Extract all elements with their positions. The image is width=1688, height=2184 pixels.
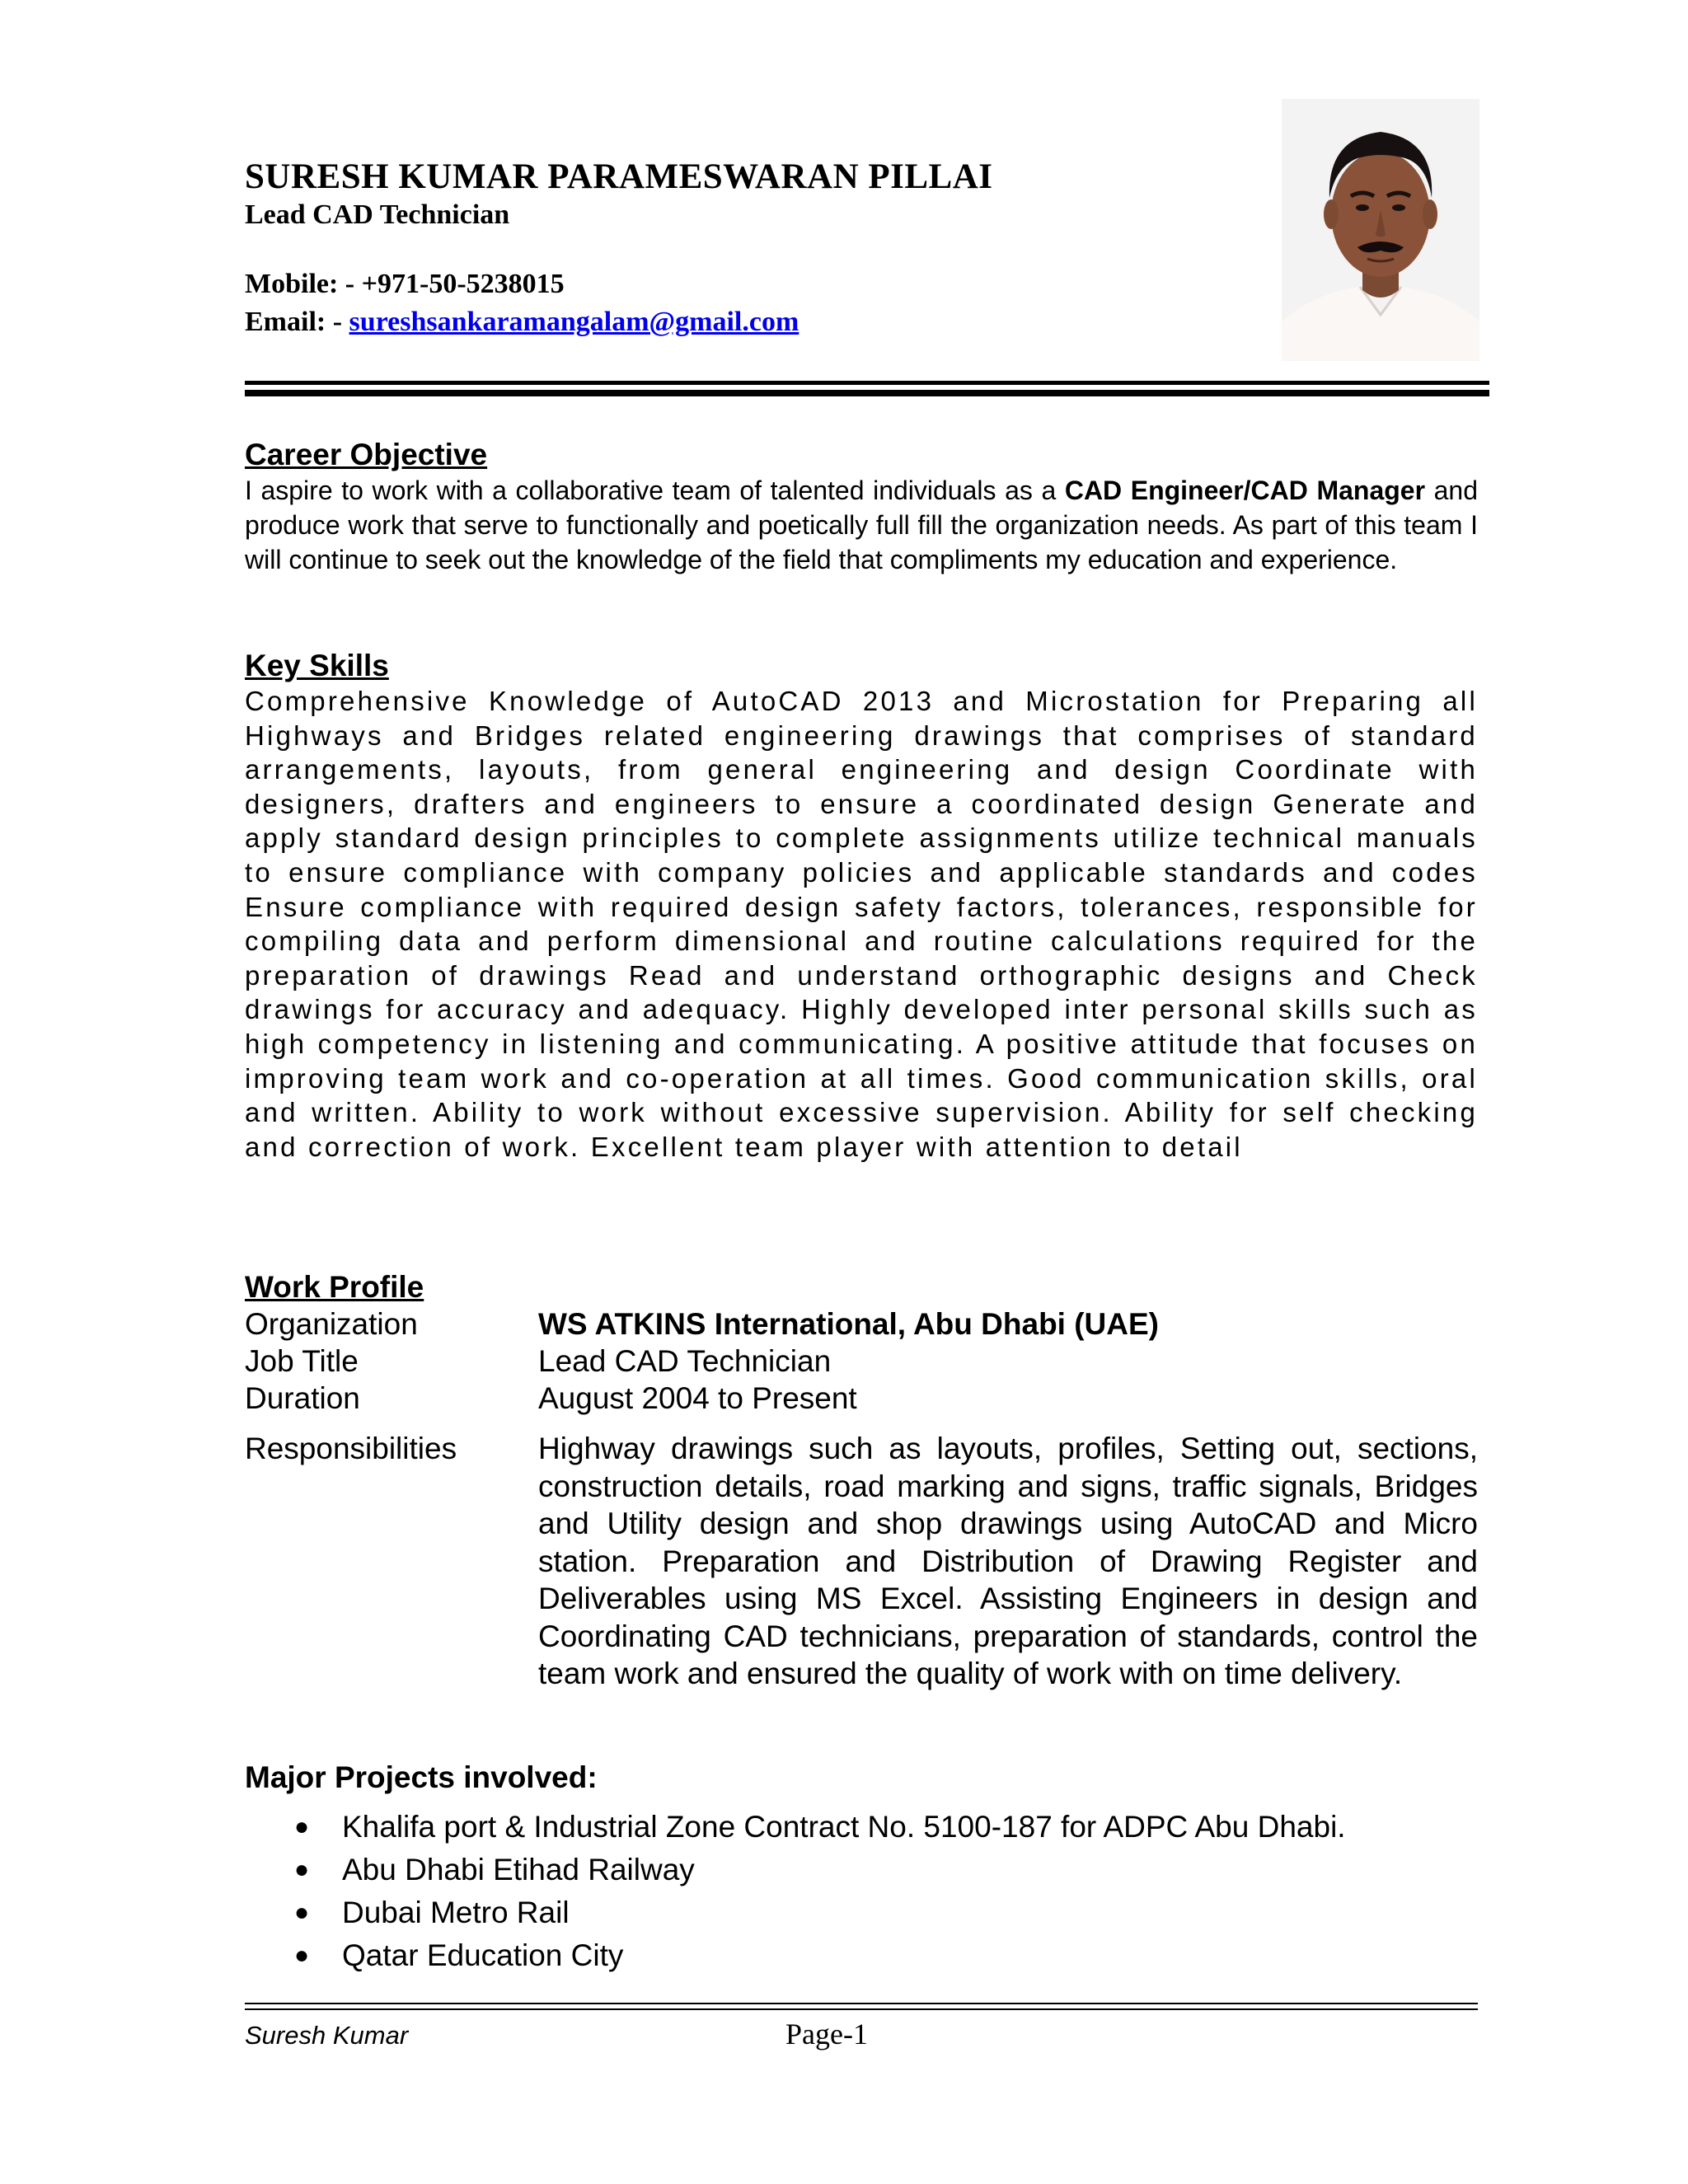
- email-label: Email: -: [245, 307, 349, 337]
- list-item: [245, 1934, 1478, 1977]
- project-name: Dubai Metro Rail: [342, 1896, 570, 1929]
- job-title-row: [245, 1343, 1478, 1380]
- projects-section: [245, 1759, 1478, 1977]
- career-objective-text-1: I aspire to work with a collaborative team of talented individuals as a: [245, 476, 1065, 505]
- mobile-label: Mobile: -: [245, 269, 362, 299]
- duration-value: August 2004 to Present: [538, 1381, 857, 1415]
- responsibilities-value: Highway drawings such as layouts, profiles, Setting out, sections, construction details, road marking and signs, traffic signals, Bridges and Utility design and shop drawings using AutoCAD and Micro station. Preparation and Distribution of Drawing Register and Deliverables using MS Excel. Assisting Engineers in design and Coordinating CAD technicians, preparation of standards, control the team work and ensured the quality of work with on time delivery.: [538, 1432, 1478, 1690]
- organization-row: [245, 1305, 1478, 1343]
- resume-header: [245, 157, 1275, 341]
- contact-block: [245, 265, 1275, 341]
- organization-value: WS ATKINS International, Abu Dhabi (UAE): [538, 1307, 1159, 1341]
- work-profile-section: [245, 1269, 1478, 1693]
- projects-heading: Major Projects involved:: [245, 1760, 598, 1794]
- project-name: Qatar Education City: [342, 1938, 624, 1972]
- candidate-name: SURESH KUMAR PARAMESWARAN PILLAI: [245, 157, 993, 196]
- career-objective-section: [245, 437, 1478, 577]
- footer-rule-bottom: [245, 2008, 1478, 2010]
- key-skills-heading: Key Skills: [245, 649, 389, 682]
- duration-label: Duration: [245, 1381, 360, 1415]
- organization-label: Organization: [245, 1307, 418, 1341]
- project-name: Abu Dhabi Etihad Railway: [342, 1853, 695, 1886]
- key-skills-text: Comprehensive Knowledge of AutoCAD 2013 and Microstation for Preparing all Highways and Bridges related engineering drawings that comprises of standard arrangements, layouts, from general engineering and design Coordinate with designers, drafters and engineers to ensure a coordinated design Generate and apply standard design principles to complete assignments utilize technical manuals to ensure compliance with company policies and applicable standards and codes Ensure compliance with required design safety factors, tolerances, responsible for compiling data and perform dimensional and routine calculations required for the preparation of drawings Read and understand orthographic designs and Check drawings for accuracy and adequacy. Highly developed inter personal skills such as high competency in listening and communicating. A positive attitude that focuses on improving team work and co-operation at all times. Good communication skills, oral and written. Ability to work without excessive supervision. Ability for self checking and correction of work. Excellent team player with attention to detail: [245, 686, 1478, 1162]
- header-rule-top: [245, 381, 1489, 385]
- header-rule-bottom: [245, 390, 1489, 396]
- list-item: [245, 1806, 1478, 1849]
- email-line: [245, 303, 1275, 341]
- job-title-label: Job Title: [245, 1344, 359, 1378]
- list-item: [245, 1849, 1478, 1891]
- email-link[interactable]: sureshsankaramangalam@gmail.com: [349, 307, 799, 337]
- footer-page-number: Page-1: [785, 2018, 868, 2050]
- responsibilities-label: Responsibilities: [245, 1432, 457, 1465]
- list-item: [245, 1891, 1478, 1934]
- bullet-icon: ●: [294, 1813, 310, 1840]
- footer-author: Suresh Kumar: [245, 2021, 409, 2050]
- projects-list: [245, 1806, 1478, 1977]
- bullet-icon: ●: [294, 1942, 310, 1969]
- career-objective-text-2: and produce work that serve to functionally and poetically full fill the organization needs. As part of this team I will continue to seek out the knowledge of the field that compliments my education and experience.: [245, 476, 1479, 574]
- career-objective-heading: Career Objective: [245, 438, 488, 471]
- candidate-title: Lead CAD Technician: [245, 199, 510, 230]
- job-title-value: Lead CAD Technician: [538, 1344, 832, 1378]
- footer-rule-top: [245, 2003, 1478, 2004]
- bullet-icon: ●: [294, 1856, 310, 1883]
- work-profile-heading: Work Profile: [245, 1270, 424, 1304]
- duration-row: [245, 1380, 1478, 1417]
- profile-photo: [1282, 99, 1479, 361]
- career-objective-text: [245, 473, 1478, 577]
- project-name: Khalifa port & Industrial Zone Contract No. 5100-187 for ADPC Abu Dhabi.: [342, 1810, 1346, 1844]
- mobile-line: [245, 265, 1275, 303]
- career-objective-bold: CAD Engineer/CAD Manager: [1064, 476, 1426, 505]
- mobile-number: +971-50-5238015: [361, 269, 565, 299]
- responsibilities-row: [245, 1417, 1478, 1693]
- bullet-icon: ●: [294, 1899, 310, 1926]
- work-profile-table: [245, 1305, 1478, 1693]
- key-skills-section: [245, 648, 1478, 1164]
